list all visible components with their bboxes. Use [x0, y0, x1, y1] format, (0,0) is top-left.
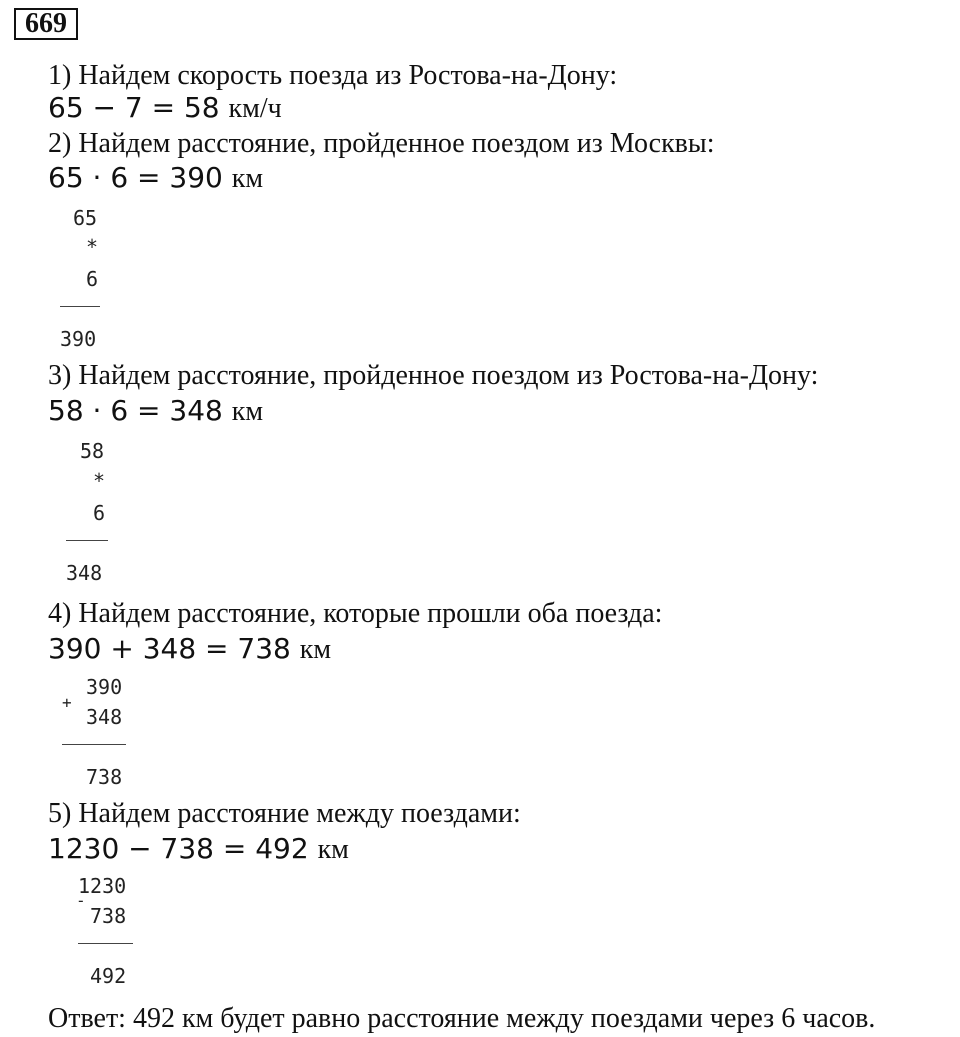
- step-2-col-operator: *: [86, 235, 99, 259]
- step-1-equation: [48, 92, 282, 125]
- step-5-text: 5) Найдем расстояние между поездами:: [48, 798, 521, 829]
- step-2-unit: км: [231, 163, 264, 194]
- step-4-equation-expr: 390 + 348 = 738: [48, 632, 291, 665]
- step-4-col-bottom: 348: [86, 705, 123, 729]
- step-2-col-result: 390: [60, 327, 97, 351]
- step-3-col-bottom: 6: [93, 501, 106, 525]
- step-2-col-rule: [60, 306, 100, 307]
- step-4-col-operator: +: [62, 693, 72, 712]
- step-3-unit: км: [231, 396, 264, 427]
- step-4-equation: [48, 633, 331, 666]
- step-3-col-operator: *: [93, 469, 106, 493]
- step-2-equation: [48, 162, 263, 195]
- step-1-equation-expr: 65 − 7 = 58: [48, 91, 220, 124]
- step-4-col-result: 738: [86, 765, 123, 789]
- step-5-col-rule: [78, 943, 133, 944]
- step-3-equation: [48, 395, 263, 428]
- step-3-col-result: 348: [66, 561, 103, 585]
- step-2-col-top: 65: [73, 206, 98, 230]
- step-2-equation-expr: 65 · 6 = 390: [48, 161, 223, 194]
- step-5-col-operator: -: [76, 891, 86, 910]
- step-4-col-top: 390: [86, 675, 123, 699]
- answer-text: Ответ: 492 км будет равно расстояние между поездами через 6 часов.: [48, 1003, 876, 1034]
- step-3-equation-expr: 58 · 6 = 348: [48, 394, 223, 427]
- problem-number: 669: [14, 8, 78, 40]
- step-2-text: 2) Найдем расстояние, пройденное поездом из Москвы:: [48, 128, 715, 159]
- step-3-col-rule: [66, 540, 108, 541]
- step-5-col-bottom: 738: [90, 904, 127, 928]
- step-4-col-rule: [62, 744, 126, 745]
- step-1-text: 1) Найдем скорость поезда из Ростова-на-Дону:: [48, 60, 618, 91]
- step-2-col-bottom: 6: [86, 267, 99, 291]
- step-3-text: 3) Найдем расстояние, пройденное поездом из Ростова-на-Дону:: [48, 360, 819, 391]
- step-4-text: 4) Найдем расстояние, которые прошли оба поезда:: [48, 598, 663, 629]
- step-5-col-top: 1230: [78, 874, 127, 898]
- step-4-unit: км: [299, 634, 332, 665]
- step-3-col-top: 58: [80, 439, 105, 463]
- step-5-equation-expr: 1230 − 738 = 492: [48, 832, 309, 865]
- step-5-col-result: 492: [90, 964, 127, 988]
- step-5-unit: км: [317, 834, 349, 865]
- step-5-equation: [48, 833, 349, 866]
- step-1-unit: км/ч: [228, 93, 282, 124]
